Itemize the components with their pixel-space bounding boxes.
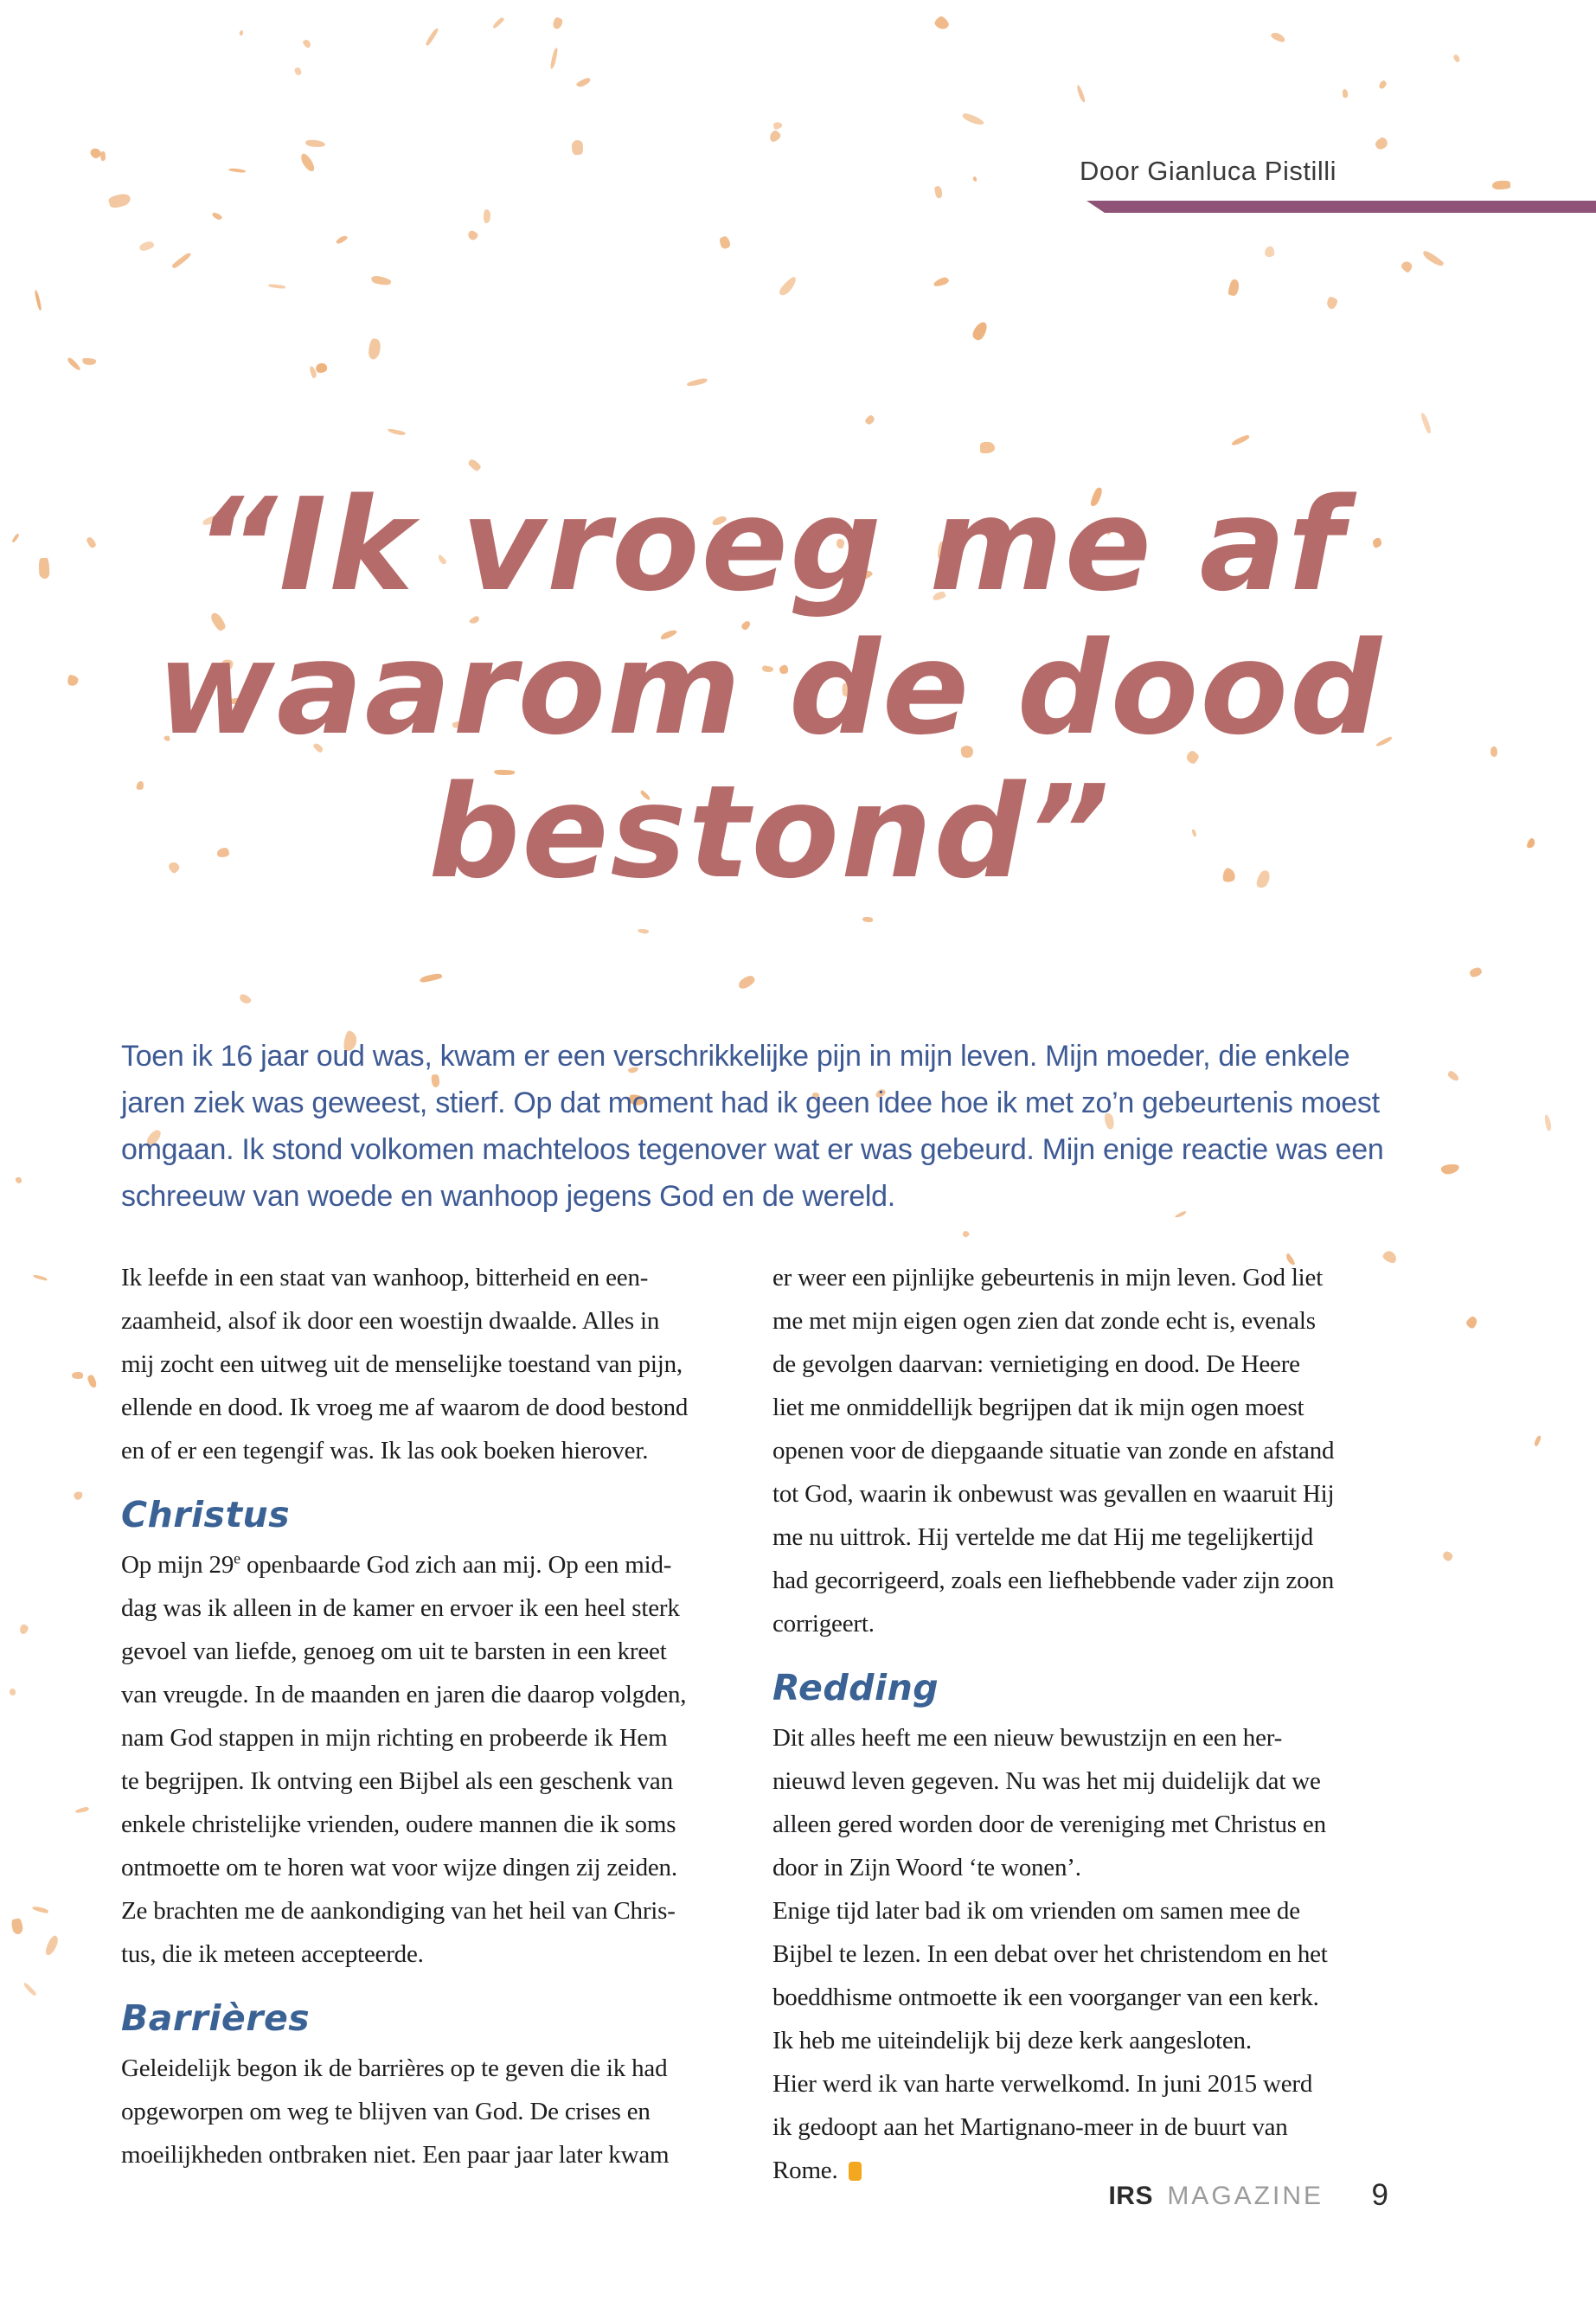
byline: Door Gianluca Pistilli	[1080, 156, 1336, 186]
body-paragraph: er weer een pijnlijke gebeurtenis in mijn leven. God liet me met mijn eigen ogen zien dat zonde echt is, evenals de gevolgen daarvan: vernietiging en dood. De Heere liet me onmiddellijk begrijpen dat ik mijn ogen moest openen voor de diepgaande situatie van zonde en afstand tot God, waarin ik onbewust was gevallen en waaruit Hij me nu uittrok. Hij vertelde me dat Hij me tegelijkertijd had gecorrigeerd, zoals een liefhebbende vader zijn zoon corrigeert.	[772, 1264, 1335, 1638]
footer-page-number: 9	[1371, 2178, 1388, 2212]
article-title	[104, 471, 1436, 907]
footer-brand	[1108, 2182, 1324, 2211]
footer-brand-magazine: MAGAZINE	[1167, 2182, 1324, 2210]
right-column	[772, 1256, 1417, 2192]
body-paragraph: Geleidelijk begon ik de barrières op te geven die ik had opgeworpen om weg te blijven van God. De crises en moeilijkheden ontbraken niet. Een paar jaar later kwam	[121, 2054, 670, 2169]
accent-bar	[1086, 201, 1596, 213]
left-column	[121, 1256, 757, 2176]
body-paragraph: Dit alles heeft me een nieuw bewustzijn en een her- nieuwd leven gegeven. Nu was het mij duidelijk dat we alleen gered worden door de vereniging met Christus en door in Zijn Woord ‘te wonen’. Enige tijd later bad ik om vrienden om samen mee de Bijbel te lezen. In een debat over het christendom en het boeddhisme ontmoette ik een voorganger van een kerk. Ik heb me uiteindelijk bij deze kerk aangesloten. Hier werd ik van harte verwelkomd. In juni 2015 werd ik gedoopt aan het Martignano-meer in de buurt van Rome.	[772, 1724, 1328, 2184]
intro-paragraph: Toen ik 16 jaar oud was, kwam er een verschrikkelijke pijn in mijn leven. Mijn moeder, die enkele jaren ziek was geweest, stierf. Op dat moment had ik geen idee hoe ik met zo’n gebeurtenis moest omgaan. Ik stond volkomen machteloos tegenover wat er was gebeurd. Mijn enige reactie was een schreeuw van woede en wanhoop jegens God en de wereld.	[121, 1040, 1384, 1213]
section-heading: Christus	[121, 1494, 291, 1535]
page-footer	[0, 2176, 1596, 2214]
title-line: bestond”	[428, 758, 1112, 907]
footer-brand-irs: IRS	[1108, 2182, 1153, 2210]
title-line: waarom de dood	[157, 614, 1383, 764]
title-line: “Ik vroeg me af	[195, 471, 1345, 620]
body-paragraph: Ik leefde in een staat van wanhoop, bitterheid en een- zaamheid, alsof ik door een woestijn dwaalde. Alles in mij zocht een uitweg uit de menselijke toestand van pijn, ellende en dood. Ik vroeg me af waarom de dood bestond en of er een tegengif was. Ik las ook boeken hierover.	[121, 1264, 689, 1465]
body-paragraph: Op mijn 29e openbaarde God zich aan mij. Op een mid- dag was ik alleen in de kamer en ervoer ik een heel sterk gevoel van liefde, genoeg om uit te barsten in een kreet van vreugde. In de maanden en jaren die daarop volgden, nam God stappen in mijn richting en probeerde ik Hem te begrijpen. Ik ontving een Bijbel als een geschenk van enkele christelijke vrienden, oudere mannen die ik soms ontmoette om te horen wat voor wijze dingen zij zeiden. Ze brachten me de aankondiging van het heil van Chris- tus, die ik meteen accepteerde.	[121, 1549, 687, 1968]
section-heading: Redding	[772, 1667, 939, 1708]
section-heading: Barrières	[121, 1997, 311, 2039]
